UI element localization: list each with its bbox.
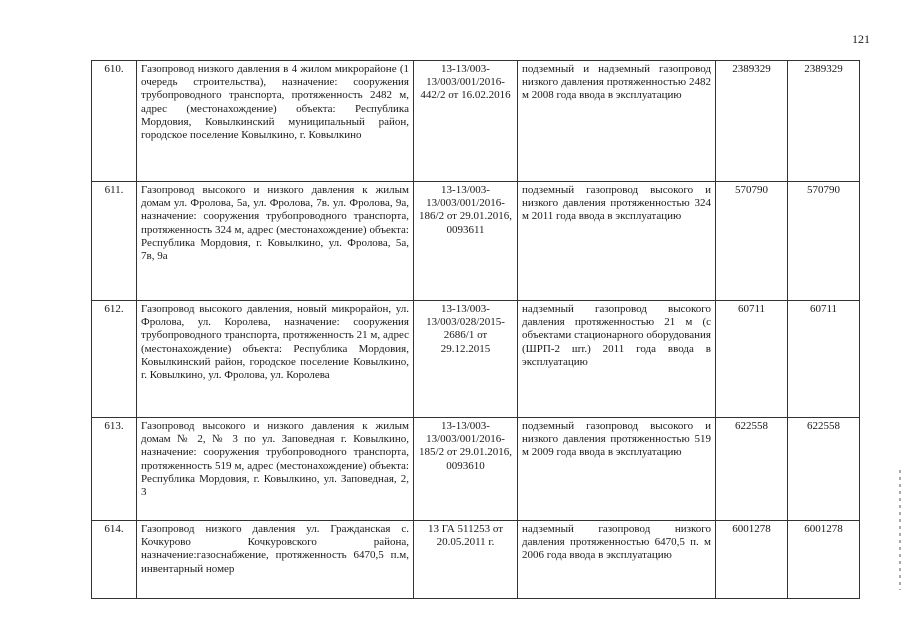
value-cell: 570790 — [716, 182, 788, 301]
row-number: 614. — [92, 521, 137, 599]
scan-edge-mark — [899, 470, 901, 590]
registration-doc-cell: 13-13/003-13/003/001/2016-442/2 от 16.02.2016 — [414, 61, 518, 182]
row-number: 612. — [92, 301, 137, 418]
value-cell: 2389329 — [788, 61, 860, 182]
description-cell: подземный газопровод высокого и низкого давления протяженностью 519 м 2009 года ввода в эксплуатацию — [518, 418, 716, 521]
row-number: 613. — [92, 418, 137, 521]
table-row — [92, 182, 860, 301]
row-number: 611. — [92, 182, 137, 301]
registration-doc-cell: 13-13/003-13/003/001/2016-186/2 от 29.01.2016, 0093611 — [414, 182, 518, 301]
value-cell: 60711 — [788, 301, 860, 418]
table-row — [92, 521, 860, 599]
row-number: 610. — [92, 61, 137, 182]
value-cell: 2389329 — [716, 61, 788, 182]
description-cell: подземный и надземный газопровод низкого давления протяженностью 2482 м 2008 года ввода в эксплуатацию — [518, 61, 716, 182]
value-cell: 6001278 — [788, 521, 860, 599]
registration-doc-cell: 13-13/003-13/003/028/2015-2686/1 от 29.12.2015 — [414, 301, 518, 418]
object-name-cell: Газопровод высокого и низкого давления к жилым домам № 2, № 3 по ул. Заповедная г. Ковылкино, назначение: сооружения трубопроводного транспорта, протяженность 519 м, адрес (местонахождение) объекта: Республика Мордовия, г. Ковылкино, ул. Заповедная, 2, 3 — [137, 418, 414, 521]
table-row — [92, 61, 860, 182]
description-cell: надземный газопровод высокого давления протяженностью 21 м (с объектами стационарного оборудования (ШРП-2 шт.) 2011 года ввода в эксплуатацию — [518, 301, 716, 418]
table-row — [92, 301, 860, 418]
description-cell: подземный газопровод высокого и низкого давления протяженностью 324 м 2011 года ввода в эксплуатацию — [518, 182, 716, 301]
registration-doc-cell: 13-13/003-13/003/001/2016-185/2 от 29.01.2016, 0093610 — [414, 418, 518, 521]
object-name-cell: Газопровод высокого и низкого давления к жилым домам ул. Фролова, 5а, ул. Фролова, 7в. ул. Фролова, 9а, назначение: сооружения трубопроводного транспорта, протяженность 324 м, адрес (местонахождение) объекта: Республика Мордовия, г. Ковылкино, ул. Фролова, 5а, 7в, 9а — [137, 182, 414, 301]
object-name-cell: Газопровод высокого давления, новый микрорайон, ул. Фролова, ул. Королева, назначение: сооружения трубопроводного транспорта, протяженность 21 м, адрес (местонахождение) объекта: Республика Мордовия, Ковылкинский район, городское поселение Ковылкино, г. Ковылкино, ул. Фролова, ул. Королева — [137, 301, 414, 418]
value-cell: 622558 — [788, 418, 860, 521]
value-cell: 6001278 — [716, 521, 788, 599]
description-cell: надземный газопровод низкого давления протяженностью 6470,5 п. м 2006 года ввода в эксплуатацию — [518, 521, 716, 599]
page-number: 121 — [852, 32, 870, 46]
registry-table — [91, 60, 860, 599]
registration-doc-cell: 13 ГА 511253 от 20.05.2011 г. — [414, 521, 518, 599]
object-name-cell: Газопровод низкого давления в 4 жилом микрорайоне (1 очередь строительства), назначение: сооружения трубопроводного транспорта, протяженность 2482 м, адрес (местонахождение) объекта: Республика Мордовия, Ковылкинский муниципальный район, городское поселение Ковылкино, г. Ковылкино — [137, 61, 414, 182]
value-cell: 622558 — [716, 418, 788, 521]
table-row — [92, 418, 860, 521]
value-cell: 570790 — [788, 182, 860, 301]
value-cell: 60711 — [716, 301, 788, 418]
object-name-cell: Газопровод низкого давления ул. Гражданская с. Кочкурово Кочкуровского района, назначение:газоснабжение, протяженность 6470,5 п.м, инвентарный номер — [137, 521, 414, 599]
